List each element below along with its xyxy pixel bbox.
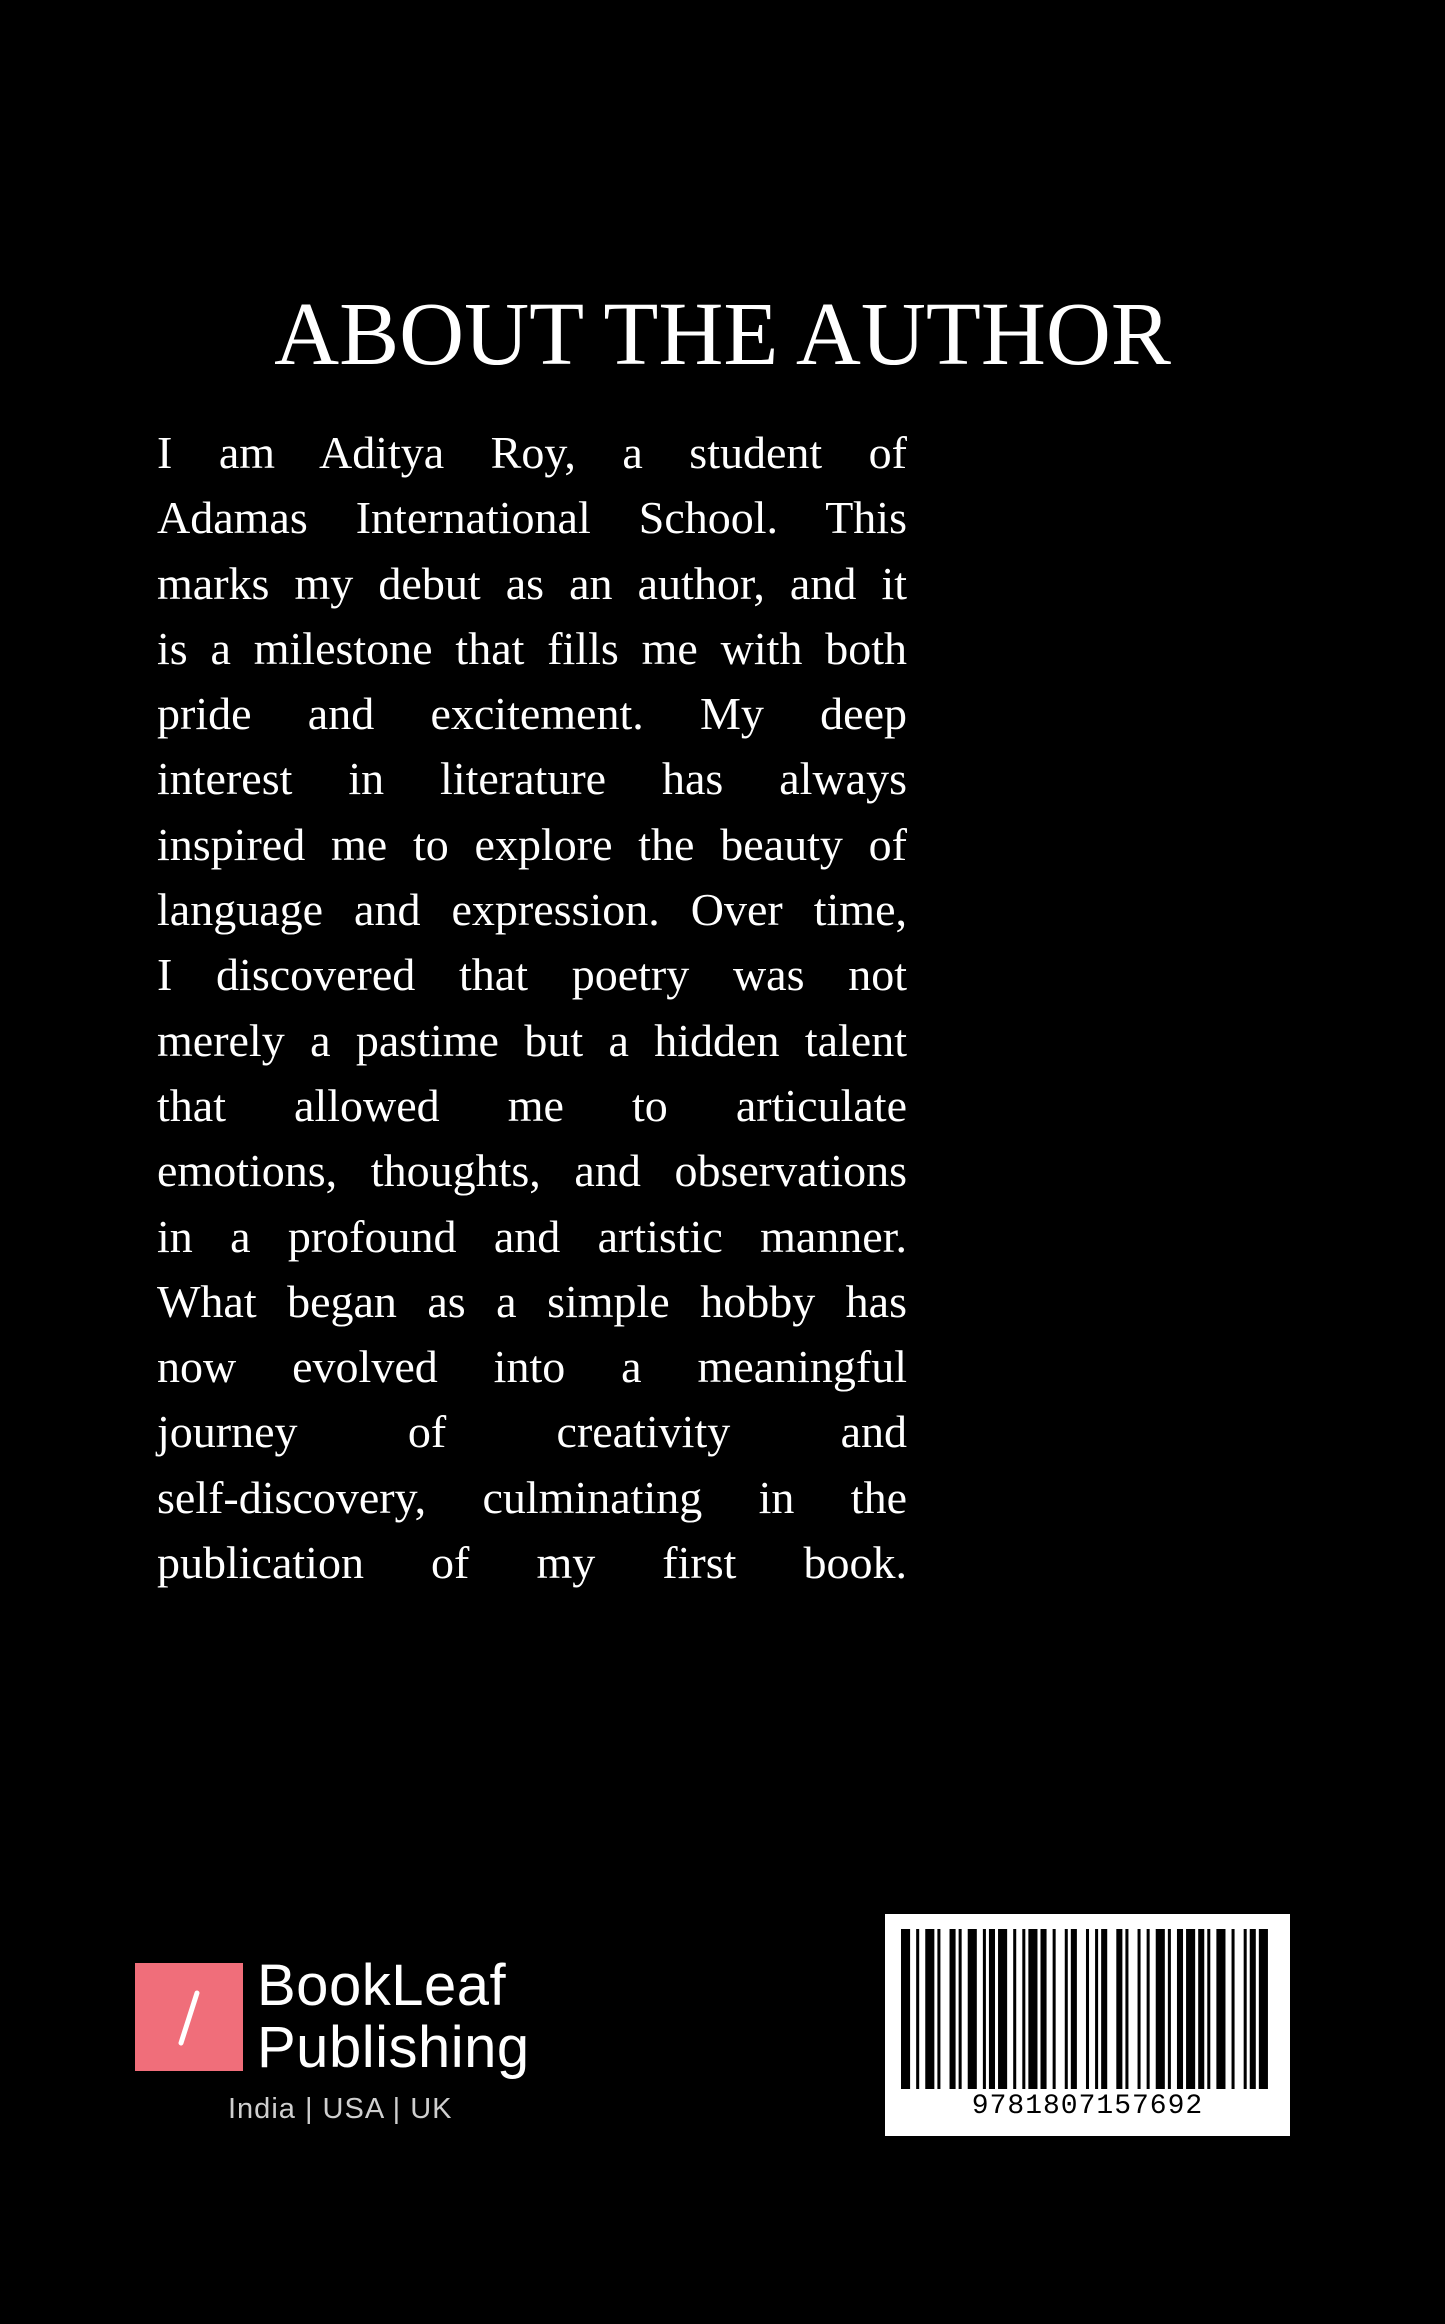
barcode-bar (1041, 1929, 1047, 2089)
barcode-bar (1065, 1929, 1068, 2089)
slash-logo-icon (135, 1963, 243, 2071)
barcode-bar (1013, 1929, 1016, 2089)
bio-line: journey of creativity and (157, 1406, 907, 1458)
barcode-bar (983, 1929, 986, 2089)
barcode-bar (1216, 1929, 1225, 2089)
barcode-bar (1116, 1929, 1122, 2089)
barcode-bars (901, 1929, 1274, 2089)
bio-line: inspired me to explore the beauty of (157, 818, 907, 870)
barcode-bar (1071, 1929, 1077, 2089)
barcode-bar (1086, 1929, 1089, 2089)
barcode-bar (1022, 1929, 1025, 2089)
barcode-bar (1250, 1929, 1256, 2089)
bio-line: marks my debut as an author, and it (157, 557, 907, 609)
barcode-bar (1053, 1929, 1056, 2089)
isbn-barcode (885, 1914, 1290, 2136)
barcode-bar (1095, 1929, 1098, 2089)
bio-line: What began as a simple hobby has (157, 1275, 907, 1327)
barcode-bar (1232, 1929, 1235, 2089)
barcode-bar (1198, 1929, 1204, 2089)
bio-line: now evolved into a meaningful (157, 1341, 907, 1393)
publisher-regions: India | USA | UK (228, 2093, 453, 2125)
barcode-bar (916, 1929, 919, 2089)
publisher-name (257, 1955, 530, 2079)
publisher-name-line2: Publishing (257, 2015, 530, 2080)
bio-line: pride and excitement. My deep (157, 688, 907, 740)
barcode-bar (1138, 1929, 1141, 2089)
barcode-bar (1244, 1929, 1247, 2089)
bio-line: interest in literature has always (157, 753, 907, 805)
barcode-bar (998, 1929, 1007, 2089)
barcode-bar (950, 1929, 956, 2089)
barcode-bar (1207, 1929, 1210, 2089)
barcode-bar (1147, 1929, 1150, 2089)
barcode-bar (1125, 1929, 1128, 2089)
isbn-number: 9781807157692 (971, 2091, 1204, 2122)
publisher-name-line1: BookLeaf (257, 1953, 507, 2018)
bio-line: I am Aditya Roy, a student of (157, 427, 907, 478)
barcode-bar (901, 1929, 910, 2089)
author-bio (157, 420, 907, 1595)
bio-line: self-discovery, culminating in the (157, 1471, 907, 1523)
barcode-bar (1177, 1929, 1183, 2089)
barcode-bar (1156, 1929, 1165, 2089)
bio-line: publication of my first book. (157, 1537, 907, 1589)
bio-line: merely a pastime but a hidden talent (157, 1014, 907, 1066)
barcode-bar (925, 1929, 934, 2089)
bio-line: Adamas International School. This (157, 492, 907, 544)
barcode-bar (1259, 1929, 1268, 2089)
barcode-bar (989, 1929, 995, 2089)
bio-line: emotions, thoughts, and observations (157, 1145, 907, 1197)
barcode-bar (959, 1929, 962, 2089)
bio-line: language and expression. Over time, (157, 884, 907, 936)
barcode-bar (1101, 1929, 1107, 2089)
bio-line: that allowed me to articulate (157, 1079, 907, 1131)
barcode-bar (1028, 1929, 1037, 2089)
barcode-bar (937, 1929, 940, 2089)
barcode-bar (1168, 1929, 1171, 2089)
barcode-bar (968, 1929, 977, 2089)
bio-line: I discovered that poetry was not (157, 949, 907, 1001)
bio-line: is a milestone that fills me with both (157, 622, 907, 674)
page-title: ABOUT THE AUTHOR (274, 285, 1171, 384)
bio-line: in a profound and artistic manner. (157, 1210, 907, 1262)
barcode-bar (1186, 1929, 1195, 2089)
publisher-logo (135, 1963, 243, 2071)
